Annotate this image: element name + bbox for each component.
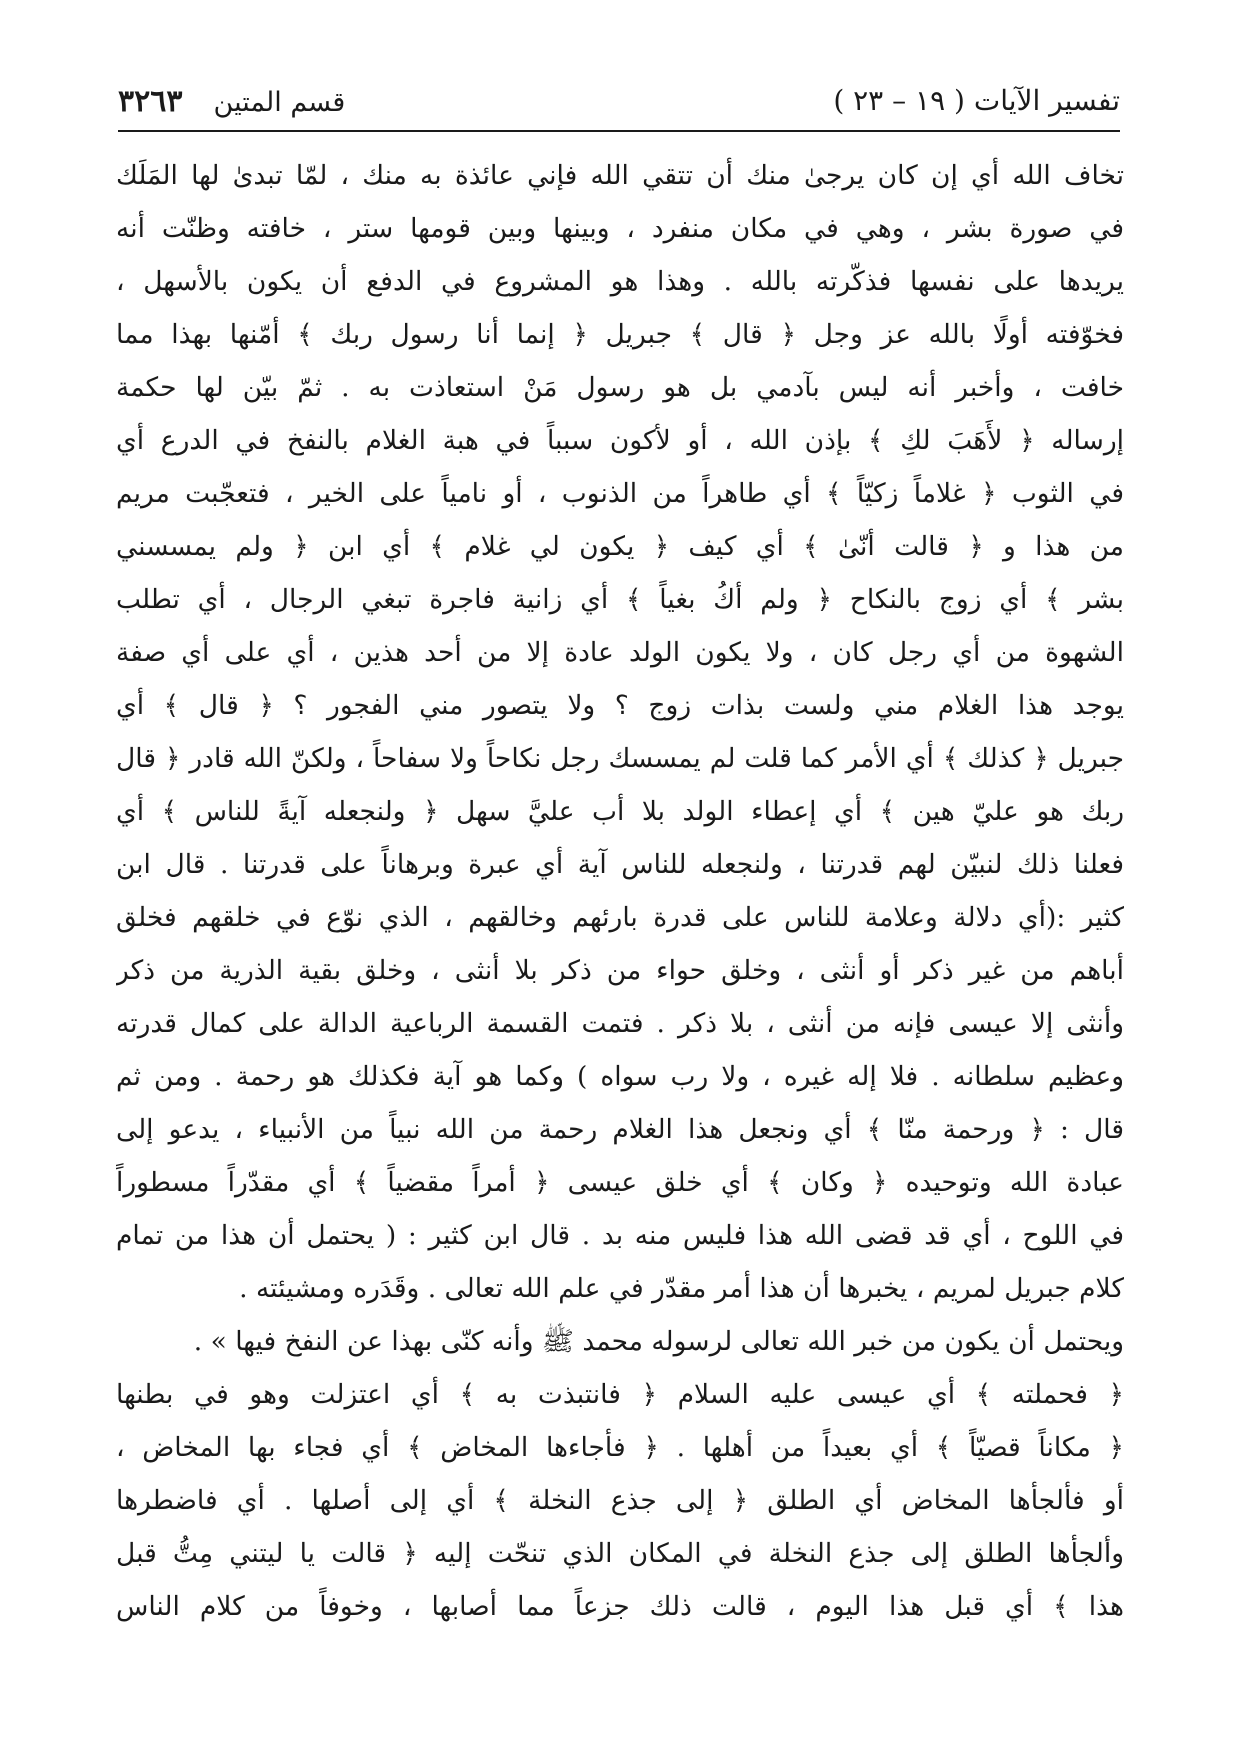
text-line: تخاف الله أي إن كان يرجىٰ منك أن تتقي الله فإني عائذة به منك ، لمّا تبدىٰ لها المَلَك — [116, 160, 1124, 191]
text-line: يوجد هذا الغلام مني ولست بذات زوج ؟ ولا يتصور مني الفجور ؟ ﴿ قال ﴾ أي — [116, 690, 1124, 721]
text-line: عبادة الله وتوحيده ﴿ وكان ﴾ أي خلق عيسى ﴿ أمراً مقضياً ﴾ أي مقدّراً مسطوراً — [116, 1167, 1124, 1198]
text-line: في اللوح ، أي قد قضى الله هذا فليس منه بد . قال ابن كثير : ( يحتمل أن هذا من تمام — [116, 1220, 1124, 1251]
text-line: ربك هو عليّ هين ﴾ أي إعطاء الولد بلا أب عليَّ سهل ﴿ ولنجعله آيةً للناس ﴾ أي — [116, 796, 1124, 827]
text-line: الشهوة من أي رجل كان ، ولا يكون الولد عادة إلا من أحد هذين ، أي على أي صفة — [116, 637, 1124, 668]
text-line: قال : ﴿ ورحمة منّا ﴾ أي ونجعل هذا الغلام رحمة من الله نبياً من الأنبياء ، يدعو إلى — [116, 1114, 1124, 1145]
text-line: خافت ، وأخبر أنه ليس بآدمي بل هو رسول مَنْ استعاذت به . ثمّ بيّن لها حكمة — [116, 372, 1124, 403]
text-line: في صورة بشر ، وهي في مكان منفرد ، وبينها وبين قومها ستر ، خافته وظنّت أنه — [116, 213, 1124, 244]
page-number: ٣٢٦٣ — [118, 84, 183, 119]
text-line: هذا ﴾ أي قبل هذا اليوم ، قالت ذلك جزعاً مما أصابها ، وخوفاً من كلام الناس — [116, 1591, 1124, 1622]
running-title: تفسير الآيات ( ١٩ – ٢٣ ) — [833, 84, 1120, 117]
text-line: ويحتمل أن يكون من خبر الله تعالى لرسوله محمد ﷺ وأنه كنّى بهذا عن النفخ فيها » . — [193, 1326, 1124, 1357]
text-line: في الثوب ﴿ غلاماً زكيّاً ﴾ أي طاهراً من الذنوب ، أو نامياً على الخير ، فتعجّبت مريم — [116, 478, 1124, 509]
text-line: إرساله ﴿ لأَهَبَ لكِ ﴾ بإذن الله ، أو لأكون سبباً في هبة الغلام بالنفخ في الدرع أي — [116, 425, 1124, 456]
text-line: كثير :(أي دلالة وعلامة للناس على قدرة بارئهم وخالقهم ، الذي نوّع في خلقهم فخلق — [116, 902, 1124, 933]
text-line: من هذا و ﴿ قالت أنّىٰ ﴾ أي كيف ﴿ يكون لي غلام ﴾ أي ابن ﴿ ولم يمسسني — [116, 531, 1124, 562]
text-line: كلام جبريل لمريم ، يخبرها أن هذا أمر مقدّر في علم الله تعالى . وقَدَره ومشيئته . — [239, 1273, 1124, 1304]
text-line: وعظيم سلطانه . فلا إله غيره ، ولا رب سواه ) وكما هو آية فكذلك هو رحمة . ومن ثم — [116, 1061, 1124, 1092]
section-name: قسم المتين — [213, 87, 346, 118]
text-line: ﴿ فحملته ﴾ أي عيسى عليه السلام ﴿ فانتبذت به ﴾ أي اعتزلت وهو في بطنها — [116, 1379, 1124, 1410]
text-line: أو فألجأها المخاض أي الطلق ﴿ إلى جذع النخلة ﴾ أي إلى أصلها . أي فاضطرها — [116, 1485, 1124, 1516]
text-line: فخوّفته أولًا بالله عز وجل ﴿ قال ﴾ جبريل ﴿ إنما أنا رسول ربك ﴾ أمّنها بهذا مما — [116, 319, 1124, 350]
commentary-text — [116, 149, 1124, 1633]
header-left-group — [118, 84, 345, 119]
text-line: يريدها على نفسها فذكّرته بالله . وهذا هو المشروع في الدفع أن يكون بالأسهل ، — [116, 266, 1124, 297]
text-line: ﴿ مكاناً قصيّاً ﴾ أي بعيداً من أهلها . ﴿ فأجاءها المخاض ﴾ أي فجاء بها المخاض ، — [116, 1432, 1124, 1463]
text-line: وألجأها الطلق إلى جذع النخلة في المكان الذي تنحّت إليه ﴿ قالت يا ليتني مِتُّ قبل — [116, 1538, 1124, 1569]
text-line: فعلنا ذلك لنبيّن لهم قدرتنا ، ولنجعله للناس آية أي عبرة وبرهاناً على قدرتنا . قال ابن — [116, 849, 1124, 880]
text-line: بشر ﴾ أي زوج بالنكاح ﴿ ولم أكُ بغياً ﴾ أي زانية فاجرة تبغي الرجال ، أي تطلب — [116, 584, 1124, 615]
text-line: وأنثى إلا عيسى فإنه من أنثى ، بلا ذكر . فتمت القسمة الرباعية الدالة على كمال قدرته — [116, 1008, 1124, 1039]
text-line: أباهم من غير ذكر أو أنثى ، وخلق حواء من ذكر بلا أنثى ، وخلق بقية الذرية من ذكر — [116, 955, 1124, 986]
text-line: جبريل ﴿ كذلك ﴾ أي الأمر كما قلت لم يمسسك رجل نكاحاً ولا سفاحاً ، ولكنّ الله قادر ﴿ قال — [116, 743, 1124, 774]
page-header — [118, 80, 1120, 132]
